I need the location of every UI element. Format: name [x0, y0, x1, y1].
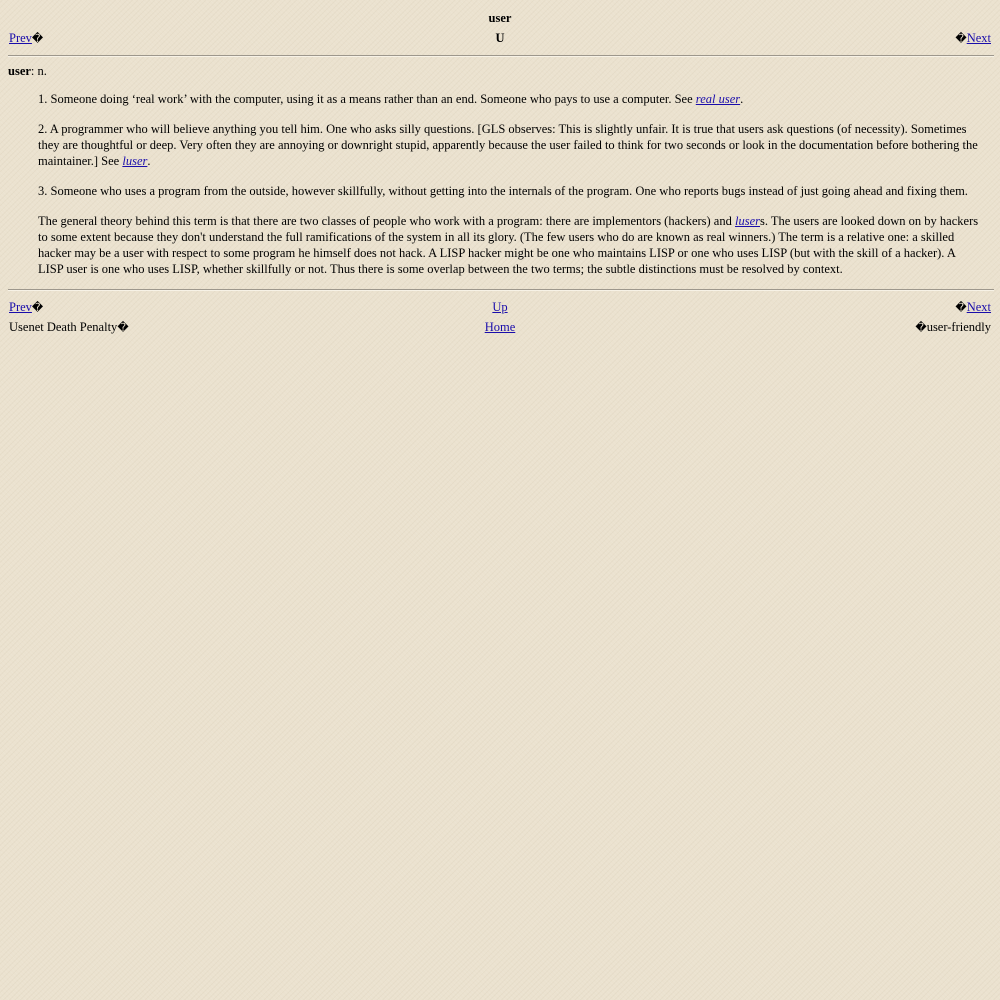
page	[0, 0, 1000, 337]
footer-next-cell	[795, 297, 992, 317]
definition-2	[38, 121, 982, 169]
definitions	[38, 91, 982, 277]
general-theory-text: The general theory behind this term is that there are two classes of people who work with a program: there are implementors (hackers) and	[38, 214, 735, 228]
header-title-row	[8, 8, 992, 28]
replacement-glyph-icon: �	[31, 300, 44, 314]
entry-term: user	[8, 64, 31, 78]
real-user-link[interactable]: real user	[695, 92, 741, 106]
header-next-cell	[795, 28, 992, 48]
footer-up-cell	[205, 297, 795, 317]
footer-prev-cell	[8, 297, 205, 317]
replacement-glyph-icon: �	[955, 31, 967, 45]
definition-2-text: 2. A programmer who will believe anything you tell him. One who asks silly questions. [GLS observes: This is slightly unfair. It is true that users ask questions (of necessity). Sometimes they are thoughtful or deep. Very often they are annoying or downright stupid, apparently because the user failed to think for two seconds or look in the documentation before bothering the maintainer.] See	[38, 122, 978, 168]
definition-3	[38, 183, 982, 199]
header-next-link[interactable]: Next	[966, 30, 991, 45]
header-prev-cell	[8, 28, 205, 48]
replacement-glyph-icon: �	[31, 31, 44, 45]
header-prev-link[interactable]: Prev	[9, 30, 32, 45]
footer-titles-row	[8, 317, 992, 337]
entry-heading	[8, 63, 992, 79]
replacement-glyph-icon: �	[955, 300, 967, 314]
definition-1-text: 1. Someone doing ‘real work’ with the computer, using it as a means rather than an end. Someone who pays to use a computer. See	[38, 92, 696, 106]
footer-next-title: user-friendly	[926, 319, 991, 334]
footer-nav	[8, 297, 992, 337]
footer-up-link[interactable]: Up	[492, 299, 508, 314]
definition-1	[38, 91, 982, 107]
footer-divider	[8, 289, 994, 291]
footer-home-link[interactable]: Home	[484, 319, 516, 334]
luser-link[interactable]: luser	[122, 154, 148, 168]
header-divider	[8, 55, 994, 57]
footer-prev-link[interactable]: Prev	[9, 299, 32, 314]
header-nav	[8, 8, 992, 48]
replacement-glyph-icon: �	[117, 320, 129, 334]
luser-link-theory[interactable]: luser	[734, 214, 760, 228]
general-theory	[38, 213, 982, 277]
page-title: user	[488, 10, 512, 25]
definition-1-end: .	[740, 92, 744, 106]
footer-home-cell	[205, 317, 795, 337]
footer-links-row	[8, 297, 992, 317]
footer-next-title-cell	[795, 317, 992, 337]
footer-prev-title: Usenet Death Penalty	[9, 319, 118, 334]
header-links-row	[8, 28, 992, 48]
general-theory-end: s. The users are looked down on by hackers to some extent because they don't understand the full ramifications of the system in all its glory. (The few users who do are known as real winners.) The term is a relative one: a skilled hacker may be a user with respect to some program he himself does not hack. A LISP hacker might be one who maintains LISP or one who uses LISP (but with the skill of a hacker). A LISP user is one who uses LISP, whether skillfully or not. Thus there is some overlap between the two terms; the subtle distinctions must be resolved by context.	[38, 214, 979, 276]
chapter-label: U	[495, 30, 505, 45]
replacement-glyph-icon: �	[915, 320, 927, 334]
definition-2-end: .	[147, 154, 151, 168]
definition-3-text: 3. Someone who uses a program from the outside, however skillfully, without getting into the internals of the program. One who reports bugs instead of just going ahead and fixing them.	[38, 184, 968, 198]
entry-pos: : n.	[30, 64, 47, 78]
footer-prev-title-cell	[8, 317, 205, 337]
footer-next-link[interactable]: Next	[966, 299, 991, 314]
